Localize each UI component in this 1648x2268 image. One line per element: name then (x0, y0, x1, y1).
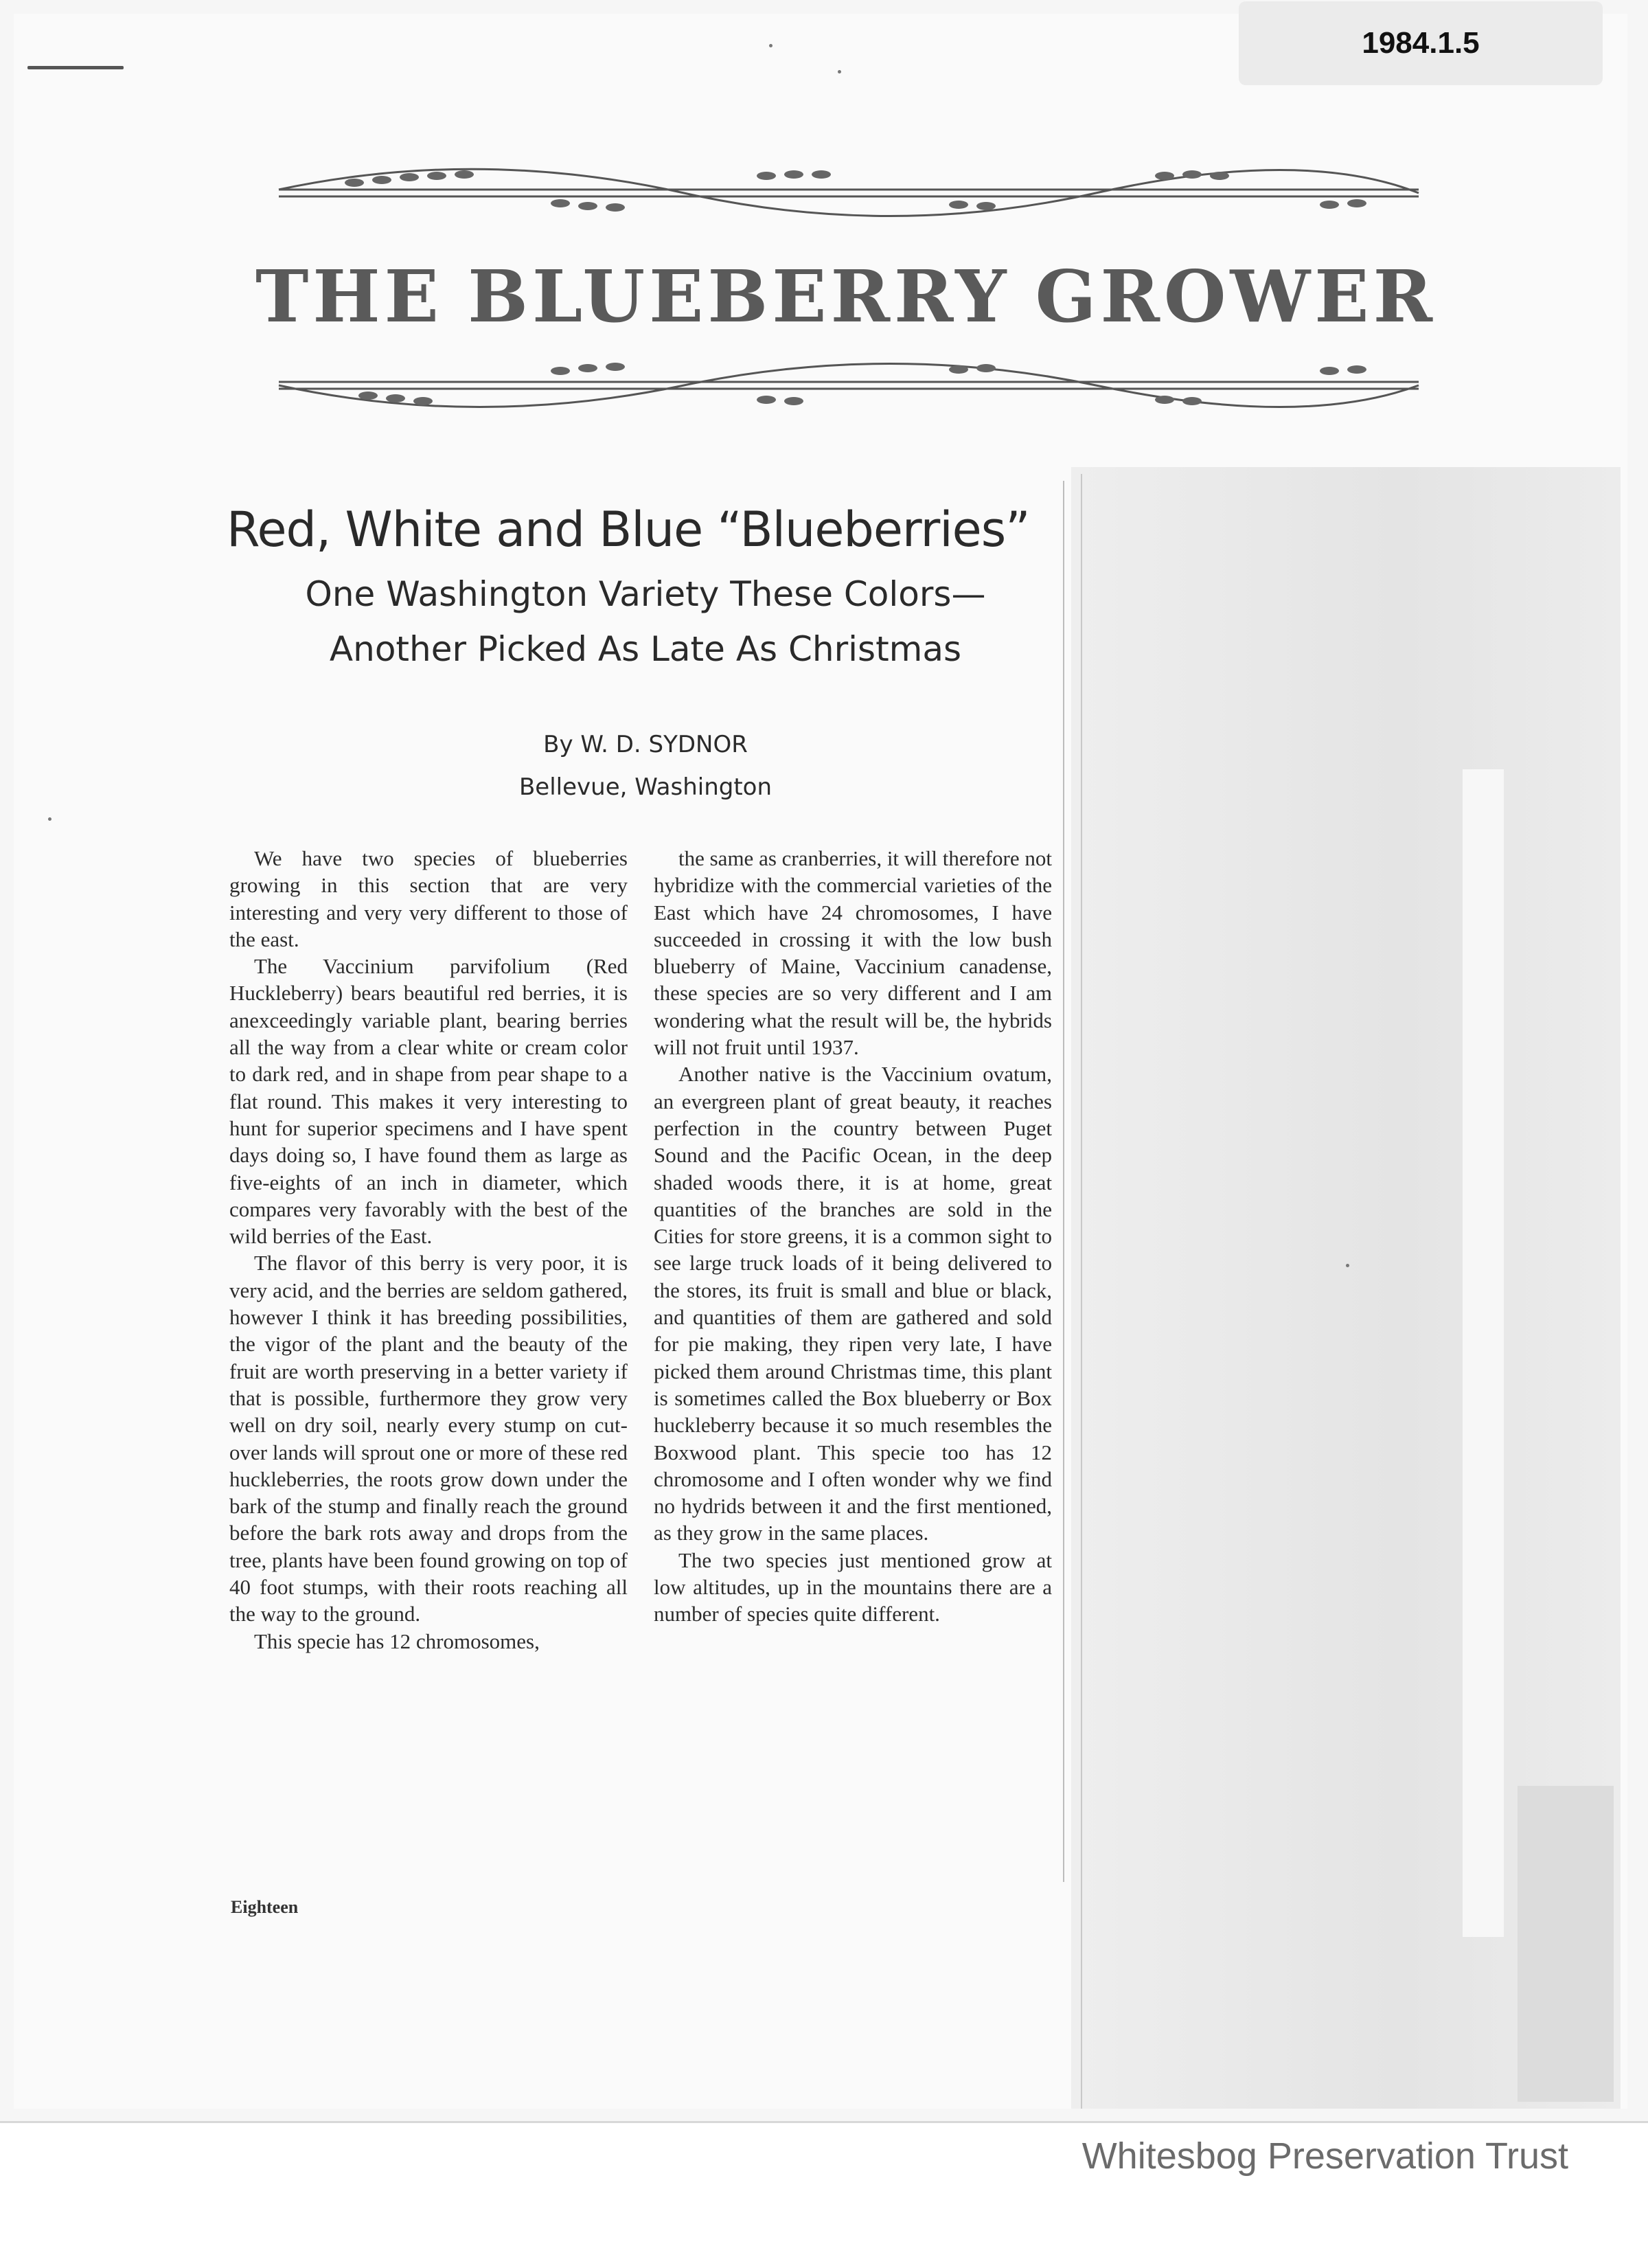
paragraph: This specie has 12 chromosomes, (254, 1629, 540, 1653)
paragraph: The Vaccinium parvifolium (Red Huckleberry) bears beautiful red berries, it is anexceedingly variable plant, bearing berries all the way from a clear white or cream color to dark red, and in shape from pear shape to a flat round. This makes it very interesting to hunt for superior specimens and I have spent days doing so, I have found them as large as five-eights of an inch in diameter, which compares very favorably with the best of the wild berries of the East. (229, 954, 628, 1249)
speck (48, 817, 52, 821)
author-location: Bellevue, Washington (518, 773, 772, 801)
speck (1346, 1264, 1349, 1267)
masthead-title (255, 254, 1437, 339)
byline-block (227, 731, 1064, 801)
page-folio: Eighteen (231, 1897, 299, 1917)
footer-credit: Whitesbog Preservation Trust (1082, 2135, 1568, 2177)
paragraph: the same as cranberries, it will therefore not hybridize with the commercial varieties of the East which have 24 chromosomes, I have succeeded in crossing it with the low bush blueberry of Maine, Vaccinium canadense, these species are so very different and I am wondering what the result will be, the hybrids will not fruit until 1937. (654, 846, 1052, 1060)
margin-mark (27, 66, 124, 69)
masthead-word-the: THE (255, 254, 443, 339)
paragraph: Another native is the Vaccinium ovatum, an evergreen plant of great beauty, it reaches perfection in the country between Puget Sound and the Pacific Ocean, in the deep shaded woods there, it is at home, great quantities of the branches are sold in the Cities for store greens, it is a common sight to see large truck loads of it being delivered to the stores, its fruit is small and blue or black, and quantities of them are gathered and sold for pie making, they ripen very late, I have picked them around Christmas time, this plant is sometimes called the Box blueberry or Box huckleberry because it so much resembles the Boxwood plant. This specie too has 12 chromosome and I often wonder why we find no hydrids between it and the first mentioned, as they grow in the same places. (654, 1062, 1052, 1545)
paragraph: The two species just mentioned grow at low altitudes, up in the mountains there are a number of species quite different. (654, 1547, 1052, 1626)
bleed-through-strip (1463, 769, 1504, 1937)
paragraph: We have two species of blueberries growing in this section that are very interesting and very very different to those of the east. (229, 846, 628, 951)
article-headline-block (227, 501, 1064, 669)
article-column-right (654, 845, 1052, 1628)
article-headline: Red, White and Blue “Blueberries” (227, 501, 1030, 558)
bleed-through-block (1518, 1786, 1614, 2102)
author-byline: By W. D. SYDNOR (543, 731, 748, 758)
masthead-word-grower: GROWER (1035, 254, 1437, 339)
footer-divider (0, 2121, 1648, 2123)
column-rule (1081, 474, 1082, 2109)
accession-number-label: 1984.1.5 (1239, 1, 1603, 85)
speck (769, 44, 772, 47)
paragraph: The flavor of this berry is very poor, it is very acid, and the berries are seldom gathered, however I think it has breeding possibilities, the vigor of the plant and the beauty of the fruit are worth preserving in a better variety if that is possible, furthermore they grow very well on dry soil, nearly every stump on cut-over lands will sprout one or more of these red huckleberries, the roots grow down under the bark of the stump and finally reach the ground before the bark rots away and drops from the tree, plants have been found growing on top of 40 foot stumps, with their roots reaching all the way to the ground. (229, 1251, 628, 1626)
article-column-left (229, 845, 628, 1655)
speck (838, 70, 841, 73)
article-subhead-1: One Washington Variety These Colors— (305, 574, 986, 614)
article-subhead-2: Another Picked As Late As Christmas (329, 629, 962, 669)
masthead-word-blueberry: BLUEBERRY (468, 254, 1011, 339)
article-rule (1063, 481, 1064, 1882)
